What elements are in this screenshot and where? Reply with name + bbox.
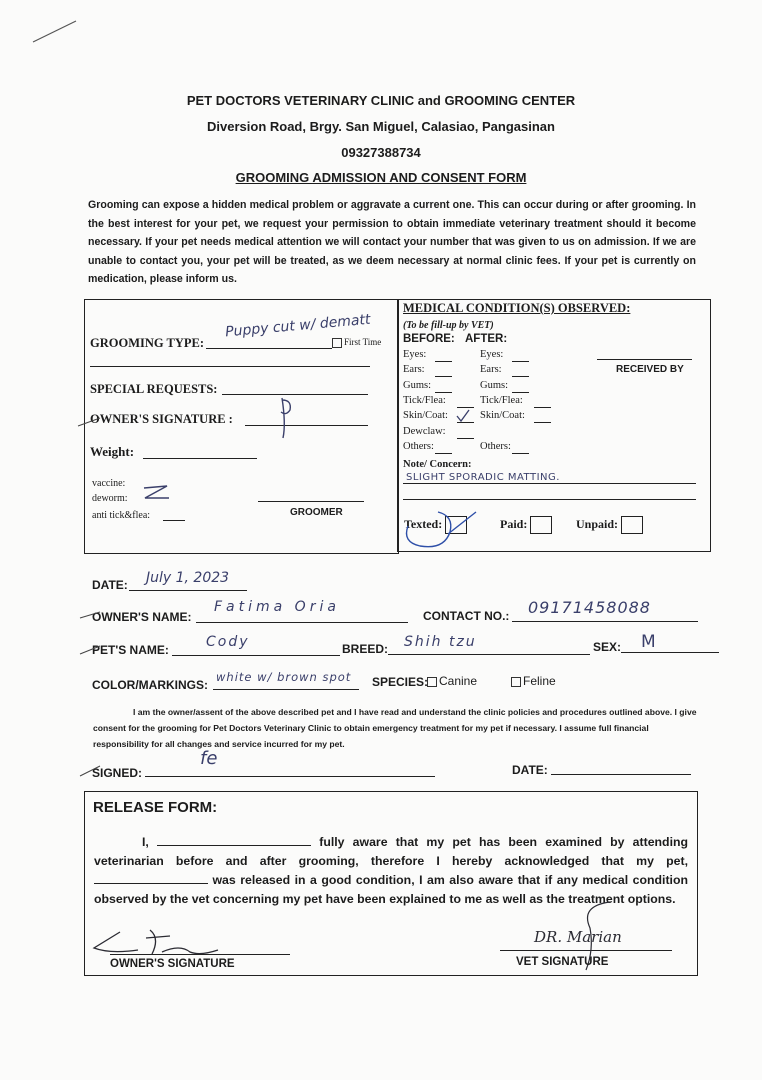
before-item: Ears: [403, 364, 425, 376]
vaccine-label: vaccine: [92, 478, 126, 489]
blank-line[interactable] [435, 392, 452, 393]
after-item: Ears: [480, 364, 502, 376]
release-title: RELEASE FORM: [93, 799, 218, 816]
paid-field[interactable]: Paid: [500, 516, 552, 534]
deworm-label: deworm: [92, 493, 128, 504]
clinic-address: Diversion Road, Brgy. San Miguel, Calasiao, Pangasinan [207, 119, 555, 134]
before-item: Skin/Coat: [403, 410, 448, 422]
after-item: Eyes: [480, 349, 504, 360]
canine-box-icon[interactable] [427, 677, 437, 687]
sex-label: SEX: [593, 640, 622, 654]
after-item: Skin/Coat: [480, 410, 525, 422]
received-by-label: RECEIVED BY [616, 364, 684, 375]
blank-line[interactable] [457, 407, 474, 408]
special-requests-label: SPECIAL REQUESTS: [90, 382, 218, 396]
sex-value[interactable]: M [641, 632, 656, 652]
unpaid-checkbox[interactable] [621, 516, 643, 534]
species-feline-option[interactable]: Feline [511, 674, 556, 688]
deworm-check-mark [141, 484, 171, 502]
blank-line[interactable] [435, 453, 452, 454]
intro-paragraph: Grooming can expose a hidden medical problem or aggravate a current one. This can occur during or after grooming. In the best interest for your pet, we request your permission to obtain immediate veterinary treatment should it become necessary. If your pet needs medical attention we will contact your number that was given to us on admission. If we are unable to contact you, your pet will be treated, as we deem necessary at normal clinic fees. If your pet is currently on medication, please inform us. [88, 199, 696, 285]
owner-signature-label: OWNER'S SIGNATURE : [90, 412, 233, 426]
note-label: Note/ Concern: [403, 459, 472, 470]
after-label: AFTER: [465, 333, 508, 345]
contact-value[interactable]: 09171458088 [528, 598, 651, 617]
before-item: Tick/Flea: [403, 394, 446, 406]
pet-name-label: PET'S NAME: [92, 643, 169, 657]
skin-coat-check-mark [455, 409, 471, 423]
first-time-checkbox[interactable]: First Time [332, 337, 381, 348]
anti-tick-label: anti tick&flea: [92, 510, 151, 521]
pen-mark [30, 18, 80, 48]
groomer-label: GROOMER [290, 507, 343, 518]
after-item: Gums: [480, 379, 509, 391]
color-label: COLOR/MARKINGS: [92, 678, 208, 692]
signed-label: SIGNED: [92, 766, 143, 780]
unpaid-field[interactable]: Unpaid: [576, 516, 643, 534]
date-value[interactable]: July 1, 2023 [146, 570, 230, 586]
blank-line[interactable] [512, 392, 529, 393]
paid-checkbox[interactable] [530, 516, 552, 534]
blank-line[interactable] [457, 438, 474, 439]
blank-line[interactable] [534, 422, 551, 423]
vet-signature-label: VET SIGNATURE [516, 956, 609, 968]
breed-value[interactable]: Shih tzu [404, 634, 477, 650]
owner-signature-mark [272, 394, 296, 442]
color-value[interactable]: white w/ brown spot [216, 670, 352, 684]
note-value[interactable]: SLIGHT SPORADIC MATTING. [406, 472, 560, 483]
form-title: GROOMING ADMISSION AND CONSENT FORM [235, 170, 527, 185]
first-time-box-icon[interactable] [332, 338, 342, 348]
after-item: Others: [480, 440, 511, 452]
clinic-phone: 09327388734 [341, 145, 421, 160]
pet-name-value[interactable]: Cody [206, 634, 250, 650]
clinic-name: PET DOCTORS VETERINARY CLINIC and GROOMING CENTER [186, 93, 576, 108]
blank-line[interactable] [435, 376, 452, 377]
owner-name-label: OWNER'S NAME: [92, 610, 192, 624]
grooming-type-value[interactable]: Puppy cut w/ dematt [224, 311, 372, 341]
grooming-type-label: GROOMING TYPE: [90, 336, 205, 350]
feline-box-icon[interactable] [511, 677, 521, 687]
margin-pen-marks [76, 410, 102, 780]
weight-label: Weight: [90, 444, 135, 459]
before-item: Gums: [403, 379, 432, 391]
blank-line[interactable] [534, 407, 551, 408]
blank-line[interactable] [512, 376, 529, 377]
before-item: Eyes: [403, 349, 427, 360]
medical-subtitle: (To be fill-up by VET) [403, 320, 494, 331]
owner-release-signature-mark [90, 924, 230, 960]
before-item: Others: [403, 440, 434, 452]
texted-circle-mark [398, 506, 488, 552]
vet-signature-mark: DR. Marian [534, 928, 622, 946]
species-label: SPECIES: [372, 675, 429, 689]
breed-label: BREED: [342, 642, 389, 656]
date-label: DATE: [92, 578, 128, 592]
blank-line[interactable] [512, 361, 529, 362]
medical-title: MEDICAL CONDITION(S) OBSERVED: [403, 301, 631, 315]
texted-field[interactable]: Texted: [404, 516, 467, 534]
owner-release-signature-label: OWNER'S SIGNATURE [110, 958, 235, 970]
after-item: Tick/Flea: [480, 394, 523, 406]
before-label: BEFORE: [403, 333, 455, 345]
signed-date-label: DATE: [512, 763, 548, 777]
blank-line[interactable] [512, 453, 529, 454]
blank-line[interactable] [435, 361, 452, 362]
release-owner-blank[interactable] [157, 833, 311, 846]
signed-mark: fe [200, 748, 218, 769]
contact-label: CONTACT NO.: [423, 609, 510, 623]
before-item: Dewclaw: [403, 425, 446, 437]
release-pet-blank[interactable] [94, 871, 208, 884]
consent-paragraph: I am the owner/assent of the above described pet and I have read and understand the clinic policies and procedures outlined above. I give consent for the grooming for Pet Doctors Veterinary Clinic to obtain emergency treatment for my pet if necessary. I assume full financial responsibility for all changes and service incurred for my pet. [93, 707, 697, 749]
owner-name-value[interactable]: Fatima Oria [214, 599, 340, 615]
release-paragraph: I, fully aware that my pet has been examined by attending veterinarian before and after grooming, therefore I hereby acknowledged that my pet, was released in a good condition, I am also aware that if any medical condition observed by the vet concerning my pet have been explained to me as well as the treatment options. [94, 835, 689, 906]
species-canine-option[interactable]: Canine [427, 674, 477, 688]
